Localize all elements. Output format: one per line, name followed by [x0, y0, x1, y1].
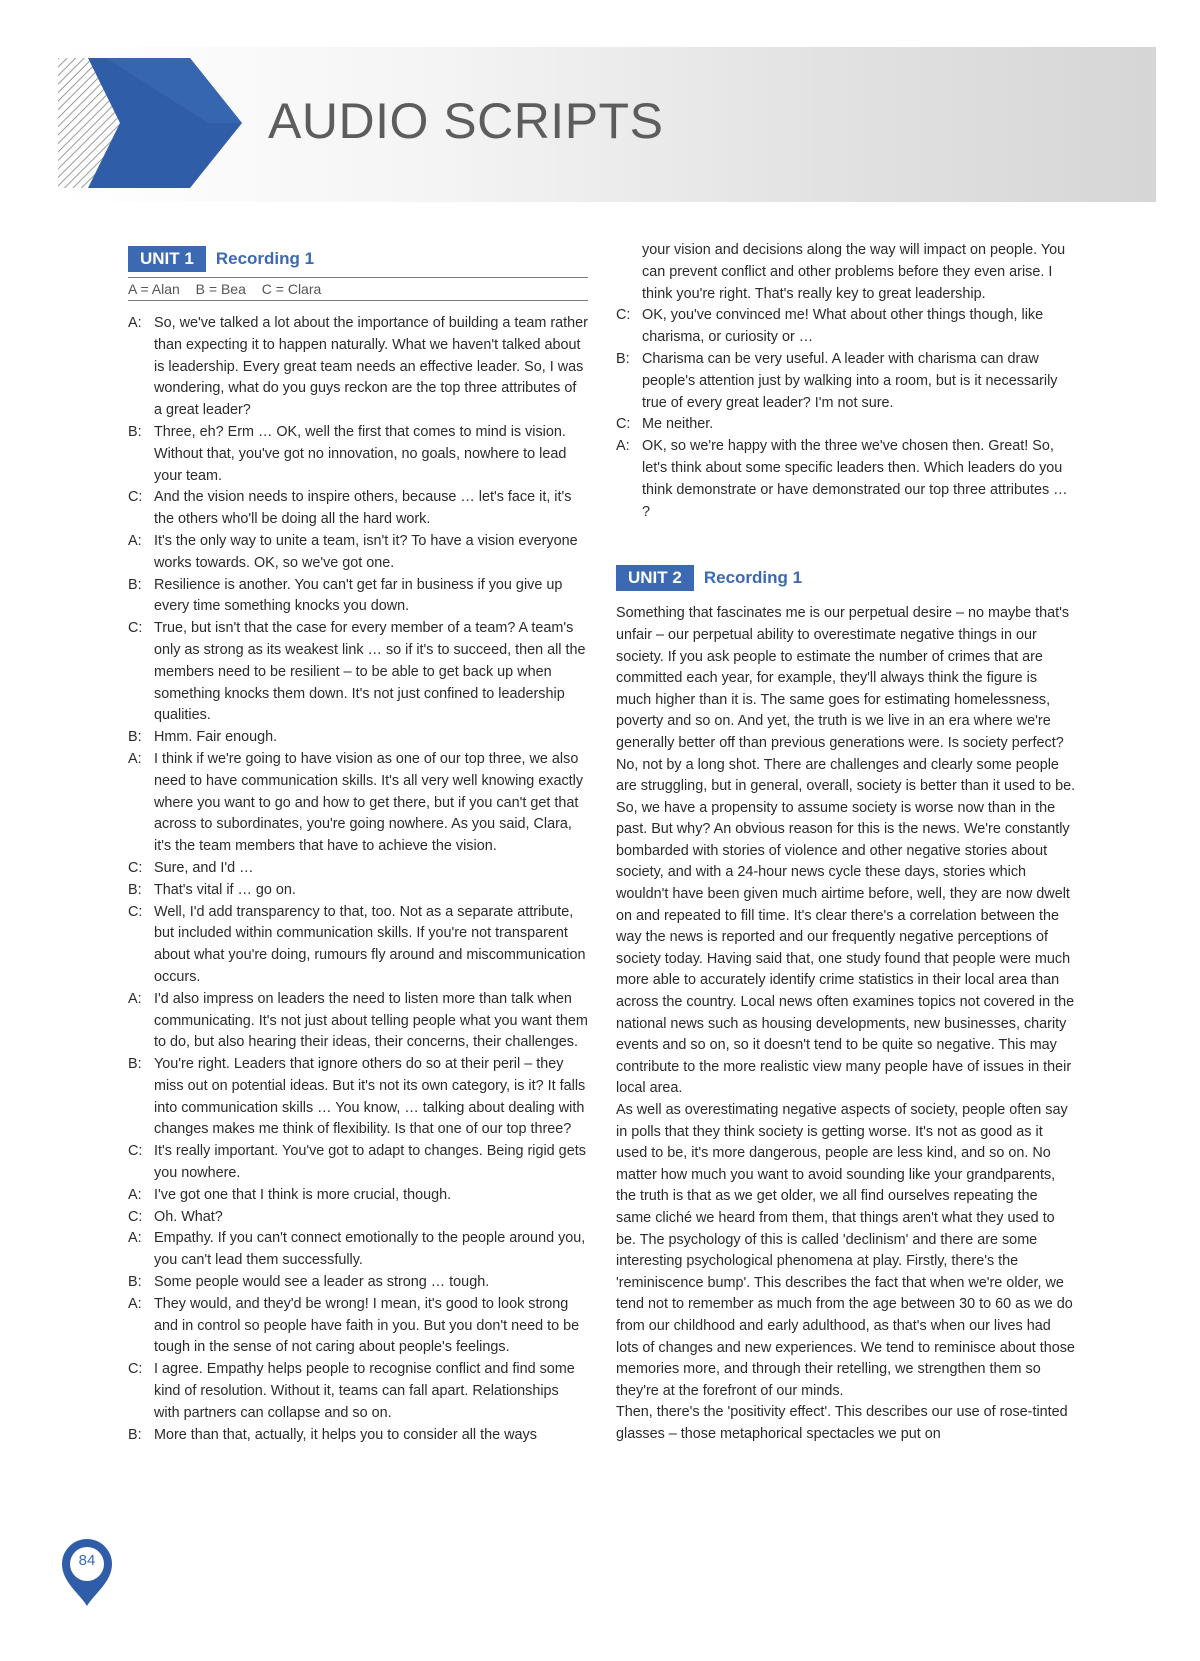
- page-number: 84: [78, 1552, 96, 1569]
- dialogue-line: [128, 575, 588, 619]
- unit-2-header: [616, 565, 1076, 591]
- recording-title: Recording 1: [703, 568, 803, 588]
- dialogue-continuation: your vision and decisions along the way will impact on people. You can prevent conflict and other problems before they even arise. I think you're right. That's really key to great leadership.: [642, 242, 1066, 302]
- dialogue-text: That's vital if … go on.: [154, 881, 296, 898]
- dialogue-text: It's really important. You've got to adapt to changes. Being rigid gets you nowhere.: [154, 1143, 586, 1182]
- dialogue-text: Some people would see a leader as strong … tough.: [154, 1274, 490, 1291]
- dialogue-line: [128, 1359, 588, 1424]
- speaker-label: C:: [128, 859, 143, 876]
- speaker-label: A:: [128, 1186, 142, 1203]
- speaker-label: C:: [128, 620, 143, 637]
- dialogue-line: [128, 1207, 588, 1229]
- dialogue-line: [128, 313, 588, 422]
- dialogue-line: [128, 1272, 588, 1294]
- speaker-label: A:: [128, 1230, 142, 1247]
- speaker-key: [128, 277, 588, 301]
- speaker-label: C:: [128, 489, 143, 506]
- dialogue-text: It's the only way to unite a team, isn't it? To have a vision everyone works towards. OK, so we've got one.: [154, 532, 578, 571]
- dialogue-text: Hmm. Fair enough.: [154, 729, 278, 746]
- dialogue-line: [616, 305, 1076, 349]
- page-title: AUDIO SCRIPTS: [268, 93, 664, 149]
- dialogue-line: [128, 422, 588, 487]
- dialogue-line: [128, 902, 588, 989]
- speaker-label: B:: [128, 423, 142, 440]
- dialogue-line: [128, 618, 588, 727]
- speaker-key-item: C = Clara: [261, 281, 322, 297]
- dialogue-line: [128, 858, 588, 880]
- speaker-label: B:: [616, 350, 630, 367]
- dialogue-line: [128, 1294, 588, 1359]
- speaker-label: B:: [128, 881, 142, 898]
- speaker-label: B:: [128, 1056, 142, 1073]
- dialogue-lines: [616, 305, 1076, 523]
- speaker-label: A:: [128, 315, 142, 331]
- dialogue-line: [128, 531, 588, 575]
- dialogue-text: Empathy. If you can't connect emotionally to the people around you, you can't lead them successfully.: [154, 1230, 586, 1269]
- dialogue-line: [128, 749, 588, 858]
- speaker-label: A:: [128, 1295, 142, 1312]
- dialogue-line: [128, 1141, 588, 1185]
- left-column: [128, 246, 588, 1446]
- dialogue-line: [128, 989, 588, 1054]
- speaker-label: A:: [128, 990, 142, 1007]
- speaker-key-item: A = Alan: [128, 281, 180, 297]
- dialogue-text: OK, so we're happy with the three we've chosen then. Great! So, let's think about some specific leaders then. Which leaders do you think demonstrate or have demonstrated our top three attributes … ?: [642, 438, 1068, 520]
- dialogue-text: Resilience is another. You can't get far in business if you give up every time something knocks you down.: [154, 576, 563, 615]
- unit-1-header: [128, 246, 588, 272]
- dialogue-text: And the vision needs to inspire others, because … let's face it, it's the others who'll be doing all the hard work.: [154, 489, 572, 528]
- dialogue-line: [616, 349, 1076, 414]
- dialogue-text: Sure, and I'd …: [154, 859, 254, 876]
- speaker-label: C:: [616, 416, 631, 433]
- transcript-body: [616, 603, 1076, 1445]
- location-pin-icon: [58, 1536, 116, 1608]
- dialogue-line: [128, 1185, 588, 1207]
- dialogue-text: OK, you've convinced me! What about other things though, like charisma, or curiosity or …: [642, 307, 1044, 346]
- chevron-arrow-icon: [58, 58, 242, 188]
- dialogue-text: Well, I'd add transparency to that, too. Not as a separate attribute, but included within communication skills. If you're not transparent about what you're doing, rumours fly around and miscommunication occurs.: [154, 903, 586, 985]
- speaker-label: B:: [128, 1274, 142, 1291]
- speaker-label: C:: [616, 307, 631, 324]
- speaker-label: B:: [128, 729, 142, 746]
- dialogue-line: [128, 727, 588, 749]
- transcript-paragraph: Then, there's the 'positivity effect'. This describes our use of rose-tinted glasses – those metaphorical spectacles we put on: [616, 1404, 1068, 1442]
- unit-badge: UNIT 1: [128, 246, 206, 272]
- dialogue-lines: [128, 313, 588, 1446]
- speaker-label: B:: [128, 1426, 142, 1443]
- speaker-label: C:: [128, 1361, 143, 1378]
- dialogue-line: [128, 1054, 588, 1141]
- speaker-label: C:: [128, 903, 143, 920]
- dialogue-text: True, but isn't that the case for every member of a team? A team's only as strong as its weakest link … so if it's to succeed, then all the members need to be resilient – to be able to get back up when something knocks them down. It's not just confined to leadership qualities.: [154, 620, 586, 724]
- speaker-label: A:: [616, 438, 630, 455]
- dialogue-text: So, we've talked a lot about the importance of building a team rather than expecting it to happen naturally. What we haven't talked about is leadership. Every great team needs an effective leader. So, I was wondering, what do you guys reckon are the top three attributes of a great leader?: [154, 315, 588, 419]
- dialogue-line: [128, 1228, 588, 1272]
- speaker-label: C:: [128, 1208, 143, 1225]
- speaker-key-item: B = Bea: [195, 281, 246, 297]
- speaker-label: B:: [128, 576, 142, 593]
- transcript-paragraph: As well as overestimating negative aspects of society, people often say in polls that they think society is getting worse. It's not as good as it used to be, it's more dangerous, people are less kind, and so on. No matter how much you want to avoid sounding like your grandparents, the truth is that as we get older, we all find ourselves repeating the same cliché we heard from them, that things aren't what they used to be. The psychology of this is called 'declinism' and there are some interesting psychological phenomena at play. Firstly, there's the 'reminiscence bump'. This describes the fact that when we're older, we tend not to remember as much from the age between 30 to 60 as we do from our childhood and early adulthood, as that's when our lives had lots of changes and new experiences. We tend to reminisce about those memories more, and through their retelling, we strengthen them so they're at the forefront of our minds.: [616, 1102, 1075, 1399]
- unit-badge: UNIT 2: [616, 565, 694, 591]
- speaker-label: A:: [128, 532, 142, 549]
- speaker-label: C:: [128, 1143, 143, 1160]
- recording-title: Recording 1: [215, 249, 315, 268]
- dialogue-text: I agree. Empathy helps people to recognise conflict and find some kind of resolution. Without it, teams can fall apart. Relationships with partners can collapse and so on.: [154, 1361, 575, 1421]
- dialogue-text: Charisma can be very useful. A leader with charisma can draw people's attention just by walking into a room, but is it necessarily true of every great leader? I'm not sure.: [642, 350, 1058, 411]
- dialogue-text: Me neither.: [642, 416, 714, 433]
- dialogue-text: I've got one that I think is more crucial, though.: [154, 1186, 452, 1203]
- dialogue-line: [128, 880, 588, 902]
- dialogue-line: [616, 414, 1076, 436]
- dialogue-line: [128, 487, 588, 531]
- speaker-label: A:: [128, 750, 142, 767]
- dialogue-line: [616, 436, 1076, 523]
- dialogue-text: More than that, actually, it helps you to consider all the ways: [154, 1426, 537, 1443]
- dialogue-text: They would, and they'd be wrong! I mean, it's good to look strong and in control so people have faith in you. But you don't need to be tough in the sense of not caring about people's feelings.: [154, 1295, 580, 1356]
- dialogue-text: Three, eh? Erm … OK, well the first that comes to mind is vision. Without that, you've got no innovation, no goals, nowhere to lead your team.: [154, 423, 567, 484]
- dialogue-text: Oh. What?: [154, 1208, 223, 1225]
- right-column: [616, 240, 1076, 1446]
- transcript-paragraph: Something that fascinates me is our perpetual desire – no maybe that's unfair – our perpetual ability to overestimate negative things in our society. If you ask people to estimate the number of crimes that are committed each year, for example, they'll always think the figure is much higher than it is. The same goes for estimating homelessness, poverty and so on. And yet, the truth is we live in an era where we're generally better off than previous generations were. Is society perfect? No, not by a long shot. There are challenges and clearly some people are struggling, but in general, overall, society is better than it used to be.: [616, 605, 1076, 795]
- dialogue-text: I'd also impress on leaders the need to listen more than talk when communicating. It's not just about telling people what you want them to do, but also hearing their ideas, their concerns, their challenges.: [154, 990, 588, 1051]
- dialogue-line: [128, 1425, 588, 1447]
- dialogue-text: You're right. Leaders that ignore others do so at their peril – they miss out on potential ideas. But it's not its own category, is it? It falls into communication skills … You know, … talking about dealing with changes makes me think of flexibility. Is that one of our top three?: [154, 1056, 586, 1138]
- transcript-paragraph: So, we have a propensity to assume society is worse now than in the past. But why? An obvious reason for this is the news. We're constantly bombarded with stories of violence and other negative stories about society, and with a 24-hour news cycle these days, stories which wouldn't have been given much airtime before, well, they are now dwelt on and repeated to fill time. It's clear there's a correlation between the way the news is reported and our frequently negative perceptions of society today. Having said that, one study found that people were much more able to accurately identify crime statistics in their local area than across the country. Local news often examines topics not covered in the national news such as housing developments, new businesses, charity events and so on, so it doesn't tend to be quite so negative. This may contribute to the more realistic view many people have of issues in their local area.: [616, 799, 1075, 1097]
- dialogue-text: I think if we're going to have vision as one of our top three, we also need to have communication skills. It's all very well knowing exactly where you want to go and how to get there, but if you can't get that across to subordinates, you're going nowhere. As you said, Clara, it's the team members that have to achieve the vision.: [154, 750, 584, 855]
